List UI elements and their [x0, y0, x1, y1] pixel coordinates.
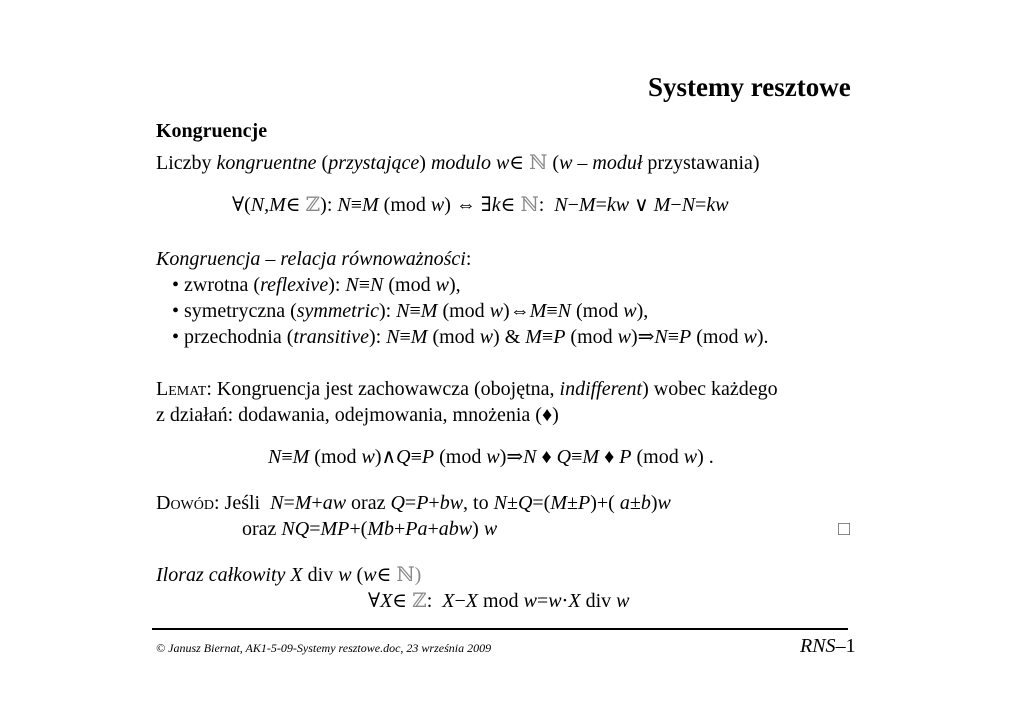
bullet-icon: •: [172, 300, 180, 322]
formula-part: M: [582, 446, 600, 468]
property-english: reflexive: [260, 274, 329, 296]
formula-part: ≡: [571, 446, 583, 468]
property-transitive: [172, 327, 768, 347]
formula-part: (mod: [631, 446, 684, 468]
formula-part: (mod: [383, 274, 436, 296]
formula-part: ≡: [281, 446, 293, 468]
definition-formula: [232, 195, 729, 215]
lemma-label: Lemat: [156, 378, 207, 400]
formula-part: ) .: [697, 446, 714, 468]
formula-part: (mod: [565, 326, 618, 348]
formula-part: P: [416, 492, 429, 514]
formula-part: w: [435, 274, 449, 296]
formula-part: =(: [532, 492, 551, 514]
formula-part: Mb: [367, 518, 395, 540]
element-of-symbol: ∈: [509, 152, 530, 174]
formula-part: kw: [706, 194, 729, 216]
formula-part: P: [679, 326, 692, 348]
formula-part: w: [361, 446, 375, 468]
formula-part: (mod: [309, 446, 362, 468]
intro-text: (: [316, 152, 329, 174]
formula-part: N: [557, 300, 571, 322]
proof-text: oraz: [242, 518, 282, 540]
formula-part: ≡: [409, 300, 421, 322]
formula-part: X: [380, 590, 393, 612]
proof-line-2: [242, 519, 497, 539]
formula-part: Q: [390, 492, 405, 514]
lemma-text: : Kongruencja jest zachowawcza (obojętna,: [206, 378, 560, 400]
formula-part: aw: [322, 492, 347, 514]
formula-part: ),: [448, 274, 461, 296]
formula-part: −: [567, 194, 579, 216]
formula-part: M: [420, 300, 438, 322]
intro-term-modulo: modulo w: [430, 152, 510, 174]
formula-part: +: [394, 518, 406, 540]
property-text: ):: [378, 300, 397, 322]
formula-part: ∈: [285, 194, 306, 216]
page-number-value: –1: [835, 635, 856, 657]
formula-part: kw: [606, 194, 630, 216]
formula-part: ∨: [629, 194, 654, 216]
formula-part: w: [616, 590, 630, 612]
formula-part: ).: [756, 326, 769, 348]
page-number: [800, 636, 856, 656]
integers-symbol: ℤ: [305, 194, 321, 216]
formula-part: N: [370, 274, 384, 296]
formula-part: =: [695, 194, 707, 216]
variable-w: w: [559, 152, 573, 174]
formula-part: ∀(: [232, 194, 251, 216]
formula-part: Q: [517, 492, 533, 514]
formula-part: ):: [320, 194, 338, 216]
intro-term-polish: przystające: [328, 152, 420, 174]
formula-part: N: [523, 446, 537, 468]
quotient-formula: [368, 591, 630, 611]
intro-text: –: [572, 152, 593, 174]
formula-part: ≡: [667, 326, 680, 348]
formula-part: ≡: [410, 446, 422, 468]
formula-part: X: [442, 590, 455, 612]
formula-part: )∧: [374, 446, 397, 468]
equivalence-heading: [156, 249, 471, 269]
formula-part: w: [489, 300, 504, 322]
proof-label: Dowód: [156, 492, 214, 514]
lemma-line-2: z działań: dodawania, odejmowania, mnożenia (♦): [156, 404, 559, 426]
property-english: transitive: [293, 326, 369, 348]
formula-part: Q: [396, 446, 411, 468]
intro-text: przystawania): [642, 152, 760, 174]
formula-part: N,M: [250, 194, 286, 216]
naturals-symbol: ℕ: [529, 152, 548, 174]
formula-part: w: [338, 564, 352, 586]
intro-line: [156, 153, 760, 173]
formula-part: w: [657, 492, 671, 514]
formula-part: P: [619, 446, 632, 468]
formula-part: ±: [506, 492, 518, 514]
formula-part: )⇒: [630, 326, 655, 348]
section-heading: Kongruencje: [156, 120, 268, 142]
formula-part: w: [743, 326, 757, 348]
qed-square-icon: □: [838, 518, 851, 540]
formula-part: w: [363, 564, 377, 586]
formula-part: (mod: [571, 300, 624, 322]
naturals-symbol: ℕ: [396, 564, 415, 586]
formula-part: w: [430, 194, 445, 216]
formula-part: bw: [439, 492, 464, 514]
formula-part: +: [311, 492, 323, 514]
formula-part: X: [465, 590, 478, 612]
formula-part: M: [578, 194, 596, 216]
formula-part: w: [617, 326, 631, 348]
property-english: symmetric: [296, 300, 379, 322]
bullet-icon: •: [172, 274, 180, 296]
intro-text: (: [547, 152, 560, 174]
formula-part: ≡: [399, 326, 411, 348]
formula-part: w: [523, 590, 537, 612]
formula-part: ≡: [350, 194, 362, 216]
bullet-icon: •: [172, 326, 180, 348]
equivalence-colon: :: [465, 248, 472, 270]
formula-part: div: [580, 590, 617, 612]
formula-part: ∀: [368, 590, 381, 612]
formula-part: )⇒: [499, 446, 524, 468]
equivalence-heading-text: Kongruencja – relacja równoważności: [156, 248, 466, 270]
property-symmetric: [172, 301, 648, 321]
formula-part: ±: [567, 492, 578, 514]
formula-part: ∈: [376, 564, 397, 586]
formula-part: k: [491, 194, 501, 216]
quotient-text: Iloraz całkowity X: [156, 564, 303, 586]
lemma-english: indifferent: [559, 378, 643, 400]
formula-part: ) &: [493, 326, 526, 348]
property-text: ):: [328, 274, 346, 296]
formula-part: NQ: [281, 518, 310, 540]
formula-part: N: [554, 194, 568, 216]
formula-part: ⋅: [561, 590, 569, 612]
page-number-prefix: RNS: [800, 635, 836, 657]
formula-part: =: [404, 492, 417, 514]
formula-part: ) ⇔ ∃: [444, 194, 492, 216]
formula-part: ±: [629, 492, 641, 514]
formula-part: ): [414, 564, 422, 586]
footer-text: © Janusz Biernat, AK1-5-09-Systemy resztowe.doc, 23 września 2009: [156, 641, 492, 655]
footer-divider: [152, 628, 848, 630]
formula-part: w: [548, 590, 562, 612]
diamond-icon: ♦: [536, 446, 557, 468]
formula-part: (: [351, 564, 364, 586]
formula-part: P: [553, 326, 566, 348]
lemma-line-1: [156, 379, 778, 399]
formula-part: ≡: [358, 274, 371, 296]
formula-part: ≡: [546, 300, 558, 322]
formula-part: =: [309, 518, 321, 540]
formula-part: Pa: [405, 518, 428, 540]
formula-part: w: [483, 518, 498, 540]
formula-part: M: [294, 492, 312, 514]
formula-part: M: [550, 492, 568, 514]
formula-part: mod: [478, 590, 524, 612]
formula-part: ∈: [392, 590, 413, 612]
diamond-icon: ♦: [599, 446, 620, 468]
formula-part: ): [650, 492, 658, 514]
naturals-symbol: ℕ: [520, 194, 539, 216]
intro-term-modulus: moduł: [592, 152, 643, 174]
formula-part: :: [426, 590, 443, 612]
formula-part: (mod: [434, 446, 487, 468]
formula-part: N: [681, 194, 696, 216]
formula-part: )+(: [590, 492, 620, 514]
formula-part: X: [568, 590, 581, 612]
formula-part: div: [302, 564, 339, 586]
formula-part: =: [283, 492, 295, 514]
formula-part: w: [479, 326, 494, 348]
formula-part: M: [292, 446, 310, 468]
property-text: symetryczna (: [184, 300, 297, 322]
formula-part: N: [396, 300, 410, 322]
formula-part: N: [270, 492, 284, 514]
formula-part: P: [421, 446, 435, 468]
formula-part: (mod: [378, 194, 431, 216]
formula-part: −: [454, 590, 466, 612]
formula-part: M: [525, 326, 542, 348]
formula-part: M: [410, 326, 428, 348]
formula-part: w: [683, 446, 698, 468]
proof-text: : Jeśli: [214, 492, 271, 514]
formula-part: (mod: [691, 326, 744, 348]
formula-part: (mod: [437, 300, 490, 322]
property-text: ):: [368, 326, 387, 348]
formula-part: N: [386, 326, 400, 348]
formula-part: +(: [349, 518, 368, 540]
formula-part: −: [670, 194, 682, 216]
formula-part: abw: [438, 518, 473, 540]
property-text: przechodnia (: [184, 326, 294, 348]
intro-text: ): [419, 152, 431, 174]
formula-part: +: [428, 492, 440, 514]
formula-part: w: [486, 446, 500, 468]
quotient-heading: [156, 565, 421, 585]
formula-part: =: [536, 590, 549, 612]
formula-part: ∈: [500, 194, 521, 216]
formula-part: M: [653, 194, 671, 216]
formula-part: N: [654, 326, 668, 348]
formula-part: N: [268, 446, 282, 468]
formula-part: ),: [636, 300, 649, 322]
intro-term-congruent: kongruentne: [216, 152, 317, 174]
formula-part: N: [337, 194, 351, 216]
formula-part: )⇔: [503, 300, 530, 322]
formula-part: a: [619, 492, 630, 514]
formula-part: Q: [556, 446, 572, 468]
formula-part: MP: [320, 518, 350, 540]
property-text: zwrotna (: [184, 274, 261, 296]
formula-part: =: [595, 194, 607, 216]
page-title: Systemy resztowe: [648, 72, 851, 102]
formula-part: M: [362, 194, 379, 216]
formula-part: N: [493, 492, 507, 514]
formula-part: ≡: [541, 326, 554, 348]
formula-part: +: [427, 518, 439, 540]
proof-line-1: [156, 493, 671, 513]
lemma-text: ) wobec każdego: [642, 378, 778, 400]
proof-text: , to: [463, 492, 494, 514]
formula-part: b: [640, 492, 651, 514]
proof-text: oraz: [346, 492, 391, 514]
lemma-formula: [268, 447, 714, 467]
property-reflexive: [172, 275, 461, 295]
integers-symbol: ℤ: [412, 590, 427, 612]
formula-part: w: [623, 300, 637, 322]
intro-text: Liczby: [156, 152, 217, 174]
formula-part: ): [472, 518, 484, 540]
formula-part: N: [345, 274, 359, 296]
formula-part: (mod: [427, 326, 480, 348]
formula-part: M: [529, 300, 547, 322]
formula-part: P: [578, 492, 591, 514]
formula-part: :: [538, 194, 555, 216]
